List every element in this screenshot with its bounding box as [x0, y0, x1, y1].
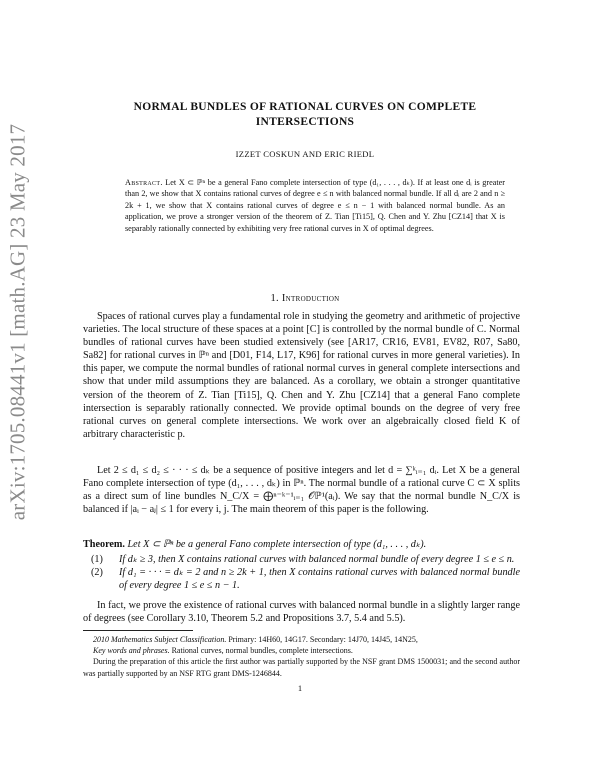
- section-title: Introduction: [281, 293, 340, 304]
- intro-paragraph-3: In fact, we prove the existence of rational curves with balanced normal bundle in a slightly larger range of degrees (see Corollary 3.10, Theorem 5.2 and Propositions 3.7, 5.4 and 5.5).: [83, 600, 520, 625]
- theorem-items: [83, 553, 520, 592]
- classification-text: Primary: 14H60, 14G17. Secondary: 14J70, 14J45, 14N25,: [228, 635, 418, 644]
- intro-paragraph-2: Let 2 ≤ d₁ ≤ d₂ ≤ · · · ≤ dₖ be a sequence of positive integers and let d = ∑ᵏᵢ₌₁ dᵢ. Let X be a general Fano complete intersection of type (d₁, . . . , dₖ) in ℙⁿ. The normal bundle of a rational curve C ⊂ X splits as a direct sum of line bundles N_C/X = ⨁ⁿ⁻ᵏ⁻¹ᵢ₌₁ 𝒪ℙ¹(aᵢ). We say that the normal bundle N_C/X is balanced if |aᵢ − aⱼ| ≤ 1 for every i, j. The main theorem of this paper is the following.: [83, 465, 520, 516]
- main-theorem: [83, 538, 520, 592]
- section-heading: [90, 293, 520, 304]
- classification-label: 2010 Mathematics Subject Classification.: [93, 635, 227, 644]
- theorem-statement: Let X ⊂ ℙⁿ be a general Fano complete intersection of type (d₁, . . . , dₖ).: [127, 539, 427, 550]
- paper-authors: IZZET COSKUN AND ERIC RIEDL: [235, 149, 375, 159]
- keywords-label: Key words and phrases.: [93, 646, 170, 656]
- theorem-item: [83, 566, 520, 592]
- keywords-text: Rational curves, normal bundles, complete intersections.: [171, 646, 353, 656]
- theorem-item: [83, 553, 520, 566]
- theorem-item-text: If d₁ = · · · = dₖ = 2 and n ≥ 2k + 1, then X contains rational curves with balanced normal bundle of every degree 1 ≤ e ≤ n − 1.: [119, 567, 520, 592]
- theorem-head: Theorem.: [83, 539, 125, 550]
- footnote-keywords: [83, 645, 520, 656]
- footnotes: [83, 634, 520, 679]
- arxiv-stamp: [4, 22, 32, 622]
- abstract-label: Abstract.: [125, 178, 163, 187]
- footnote-rule: [83, 630, 193, 631]
- theorem-item-text: If dₖ ≥ 3, then X contains rational curves with balanced normal bundle of every degree 1 ≤ e ≤ n.: [119, 554, 515, 566]
- theorem-item-number: (2): [91, 567, 103, 579]
- intro-paragraph-1: Spaces of rational curves play a fundamental role in studying the geometry and arithmetic of projective varieties. The local structure of these spaces at a point [C] is controlled by the normal bundle of C. Normal bundles of rational curves have been studied extensively (see [AR17, CR16, EV81, EV82, R07, Sa80, Sa82] for rational curves in ℙⁿ and [D01, F14, L17, K96] for rational curves in more general varieties). In this paper, we compute the normal bundles of rational normal curves in general complete intersections and show that under mild assumptions they are balanced. As a corollary, we obtain a stronger quantitative version of the theorem of Z. Tian [Ti15], Q. Chen and Y. Zhu [CZ14] that a general Fano complete intersection is separably rationally connected. We provide optimal bounds on the degree of very free rational curves on general complete intersections. We work over an algebraically closed field K of arbitrary characteristic p.: [83, 311, 520, 440]
- paper-title: NORMAL BUNDLES OF RATIONAL CURVES ON COMPLETE INTERSECTIONS: [133, 101, 477, 128]
- theorem-item-number: (1): [91, 554, 103, 566]
- abstract-text: Let X ⊂ ℙⁿ be a general Fano complete intersection of type (d₁, . . . , dₖ). If at least one dᵢ is greater than 2, we show that X contains rational curves of degree e ≤ n with balanced normal bundle. If all dᵢ are 2 and n ≥ 2k + 1, we show that X contains rational curves of degree e ≤ n − 1 with balanced normal bundle. As an application, we prove a stronger version of the theorem of Z. Tian [Ti15], Q. Chen and Y. Zhu [CZ14] that X is separably rationally connected by exhibiting very free rational curves in X of optimal degrees.: [125, 178, 505, 233]
- page-number: 1: [297, 683, 303, 693]
- abstract: [125, 177, 505, 234]
- arxiv-stamp-text: arXiv:1705.08441v1 [math.AG] 23 May 2017: [5, 123, 30, 521]
- footnote-classification: [83, 634, 520, 645]
- section-number: 1.: [270, 293, 279, 304]
- footnote-funding: During the preparation of this article the first author was partially supported by the NSF grant DMS 1500031; and the second author was partially supported by an NSF RTG grant DMS-1246844.: [83, 657, 520, 678]
